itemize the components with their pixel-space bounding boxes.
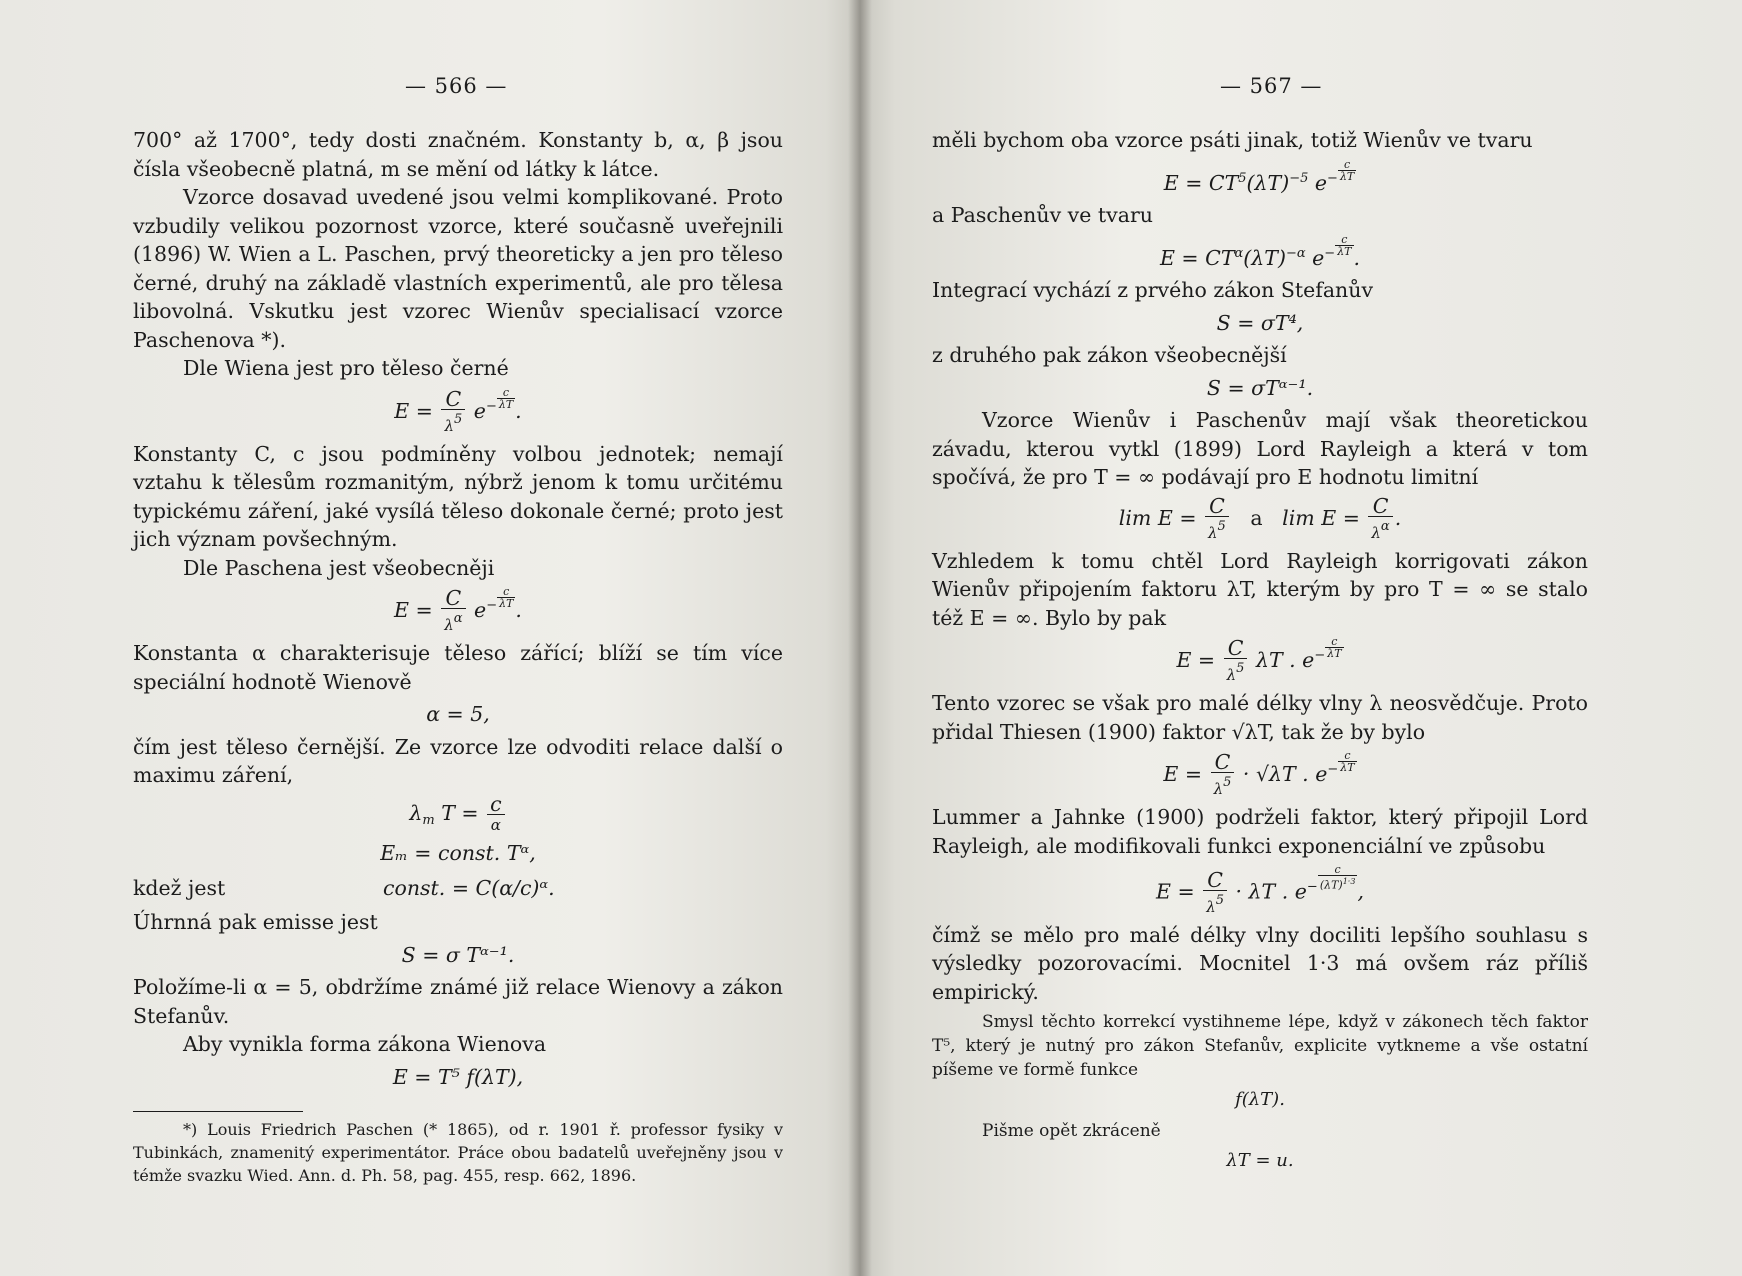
paragraph: Položíme-li α = 5, obdržíme známé již relace Wienovy a zákon Stefanův. (133, 975, 783, 1028)
paragraph: Vzorce dosavad uvedené jsou velmi komplikované. Proto vzbudily velikou pozornost vzorce, které současně uveřejnili (1896) W. Wien a L. Paschen, prvý theoreticky a jen pro těleso černé, druhý na základě vlastních experimentů, ale pro tělesa libovolná. Vskutku jest vzorec Wienův specialisací vzorce Paschenova *). (133, 185, 783, 352)
paragraph: 700° až 1700°, tedy dosti značném. Konstanty b, α, β jsou čísla všeobecně platná, m se mění od látky k látce. (133, 128, 783, 181)
equation-paschen: E = $\frac{C}{\lambda\alpha}$ e− $\frac{c}{\lambda T}$ . (394, 585, 522, 634)
paragraph: měli bychom oba vzorce psáti jinak, totiž Wienův ve tvaru (932, 128, 1533, 152)
equation-paschen-form: $E = CT^\alpha(\lambda T)^{-\alpha}$ e− $\frac{c}{\lambda T}$ . (1159, 232, 1361, 270)
right-page (860, 0, 1742, 1276)
page-number-left: — 566 — (405, 74, 508, 98)
paragraph: čím jest těleso černější. Ze vzorce lze odvoditi relace další o maximu záření, (133, 734, 783, 787)
equation-func: f(λT). (1235, 1089, 1285, 1111)
kdez-row (133, 874, 783, 903)
paragraph: Lummer a Jahnke (1900) podrželi faktor, který připojil Lord Rayleigh, ale modifikovali funkci exponenciální ve způsobu (932, 805, 1588, 858)
paragraph: Úhrnná pak emisse jest (133, 910, 378, 934)
equation-u: λT = u. (1226, 1149, 1294, 1171)
right-text-column (932, 126, 1588, 1179)
left-text-column (133, 126, 783, 1187)
left-page (0, 0, 860, 1276)
equation-thiesen: E = $\frac{C}{\lambda 5}$ · √λT . e− $\frac{c}{\lambda T}$ (1163, 749, 1355, 798)
label-kdez: kdež jest (133, 875, 226, 900)
paragraph: a Paschenův ve tvaru (932, 203, 1153, 227)
paragraph-small: Smysl těchto korrekcí vystihneme lépe, když v zákonech těch faktor T⁵, který je nutný pro zákon Stefanův, explicite vytkneme a vše ostatní píšeme ve formě funkce (932, 1012, 1588, 1081)
equation-s1: S = σT⁴, (1216, 310, 1304, 335)
equation-lummer: E = $\frac{C}{\lambda 5}$ · λT . e− $\frac{c}{(\lambda T)^{1\cdot 3}}$ , (1156, 863, 1364, 916)
equation-limits: lim E = $\frac{C}{\lambda 5}$ a lim E = $\frac{C}{\lambda\alpha}$ . (1118, 493, 1402, 542)
equation-em: Eₘ = const. Tᵅ, (380, 841, 536, 865)
paragraph: Tento vzorec se však pro malé délky vlny λ neosvědčuje. Proto přidal Thiesen (1900) faktor √λT, tak že by bylo (932, 691, 1588, 744)
paragraph: Aby vynikla forma zákona Wienova (183, 1032, 547, 1056)
paragraph: Integrací vychází z prvého zákon Stefanův (932, 278, 1374, 302)
footnote: *) Louis Friedrich Paschen (* 1865), od r. 1901 ř. professor fysiky v Tubinkách, znamenitý experimentátor. Práce obou badatelů uveřejněny jsou v témže svazku Wied. Ann. d. Ph. 58, pag. 455, resp. 662, 1896. (133, 1120, 783, 1185)
equation-s2: S = σTᵅ⁻¹. (1206, 375, 1314, 400)
paragraph: čímž se mělo pro malé délky vlny dociliti lepšího souhlasu s výsledky pozorovacími. Mocnitel 1·3 má ovšem ráz příliš empirický. (932, 922, 1588, 1004)
page-number-right: — 567 — (1220, 74, 1323, 98)
paragraph: Konstanty C, c jsou podmíněny volbou jednotek; nemají vztahu k tělesům rozmanitým, nýbrž jenom k tomu určitému typickému záření, jaké vysílá těleso dokonale černé; proto jest jich význam povšechným. (133, 441, 783, 551)
paragraph: Dle Paschena jest všeobecněji (183, 555, 495, 580)
paragraph: Vzhledem k tomu chtěl Lord Rayleigh korrigovati zákon Wienův připojením faktoru λT, kterým by pro T = ∞ se stalo též E = ∞. Bylo by pak (932, 548, 1588, 630)
paragraph: Dle Wiena jest pro těleso černé (183, 356, 509, 380)
equation-f: E = T⁵ f(λT), (392, 1064, 524, 1089)
equation-alpha: α = 5, (426, 702, 490, 726)
paragraph: Konstanta α charakterisuje těleso zářící; blíží se tím více speciální hodnotě Wienově (133, 641, 783, 694)
paragraph: Vzorce Wienův i Paschenův mají však theoretickou závadu, kterou vytkl (1899) Lord Rayleigh a která v tom spočívá, že pro T = ∞ podávají pro E hodnotu limitní (932, 408, 1588, 489)
equation-const: const. = C(α/c)ᵅ. (383, 875, 555, 900)
equation-lambda-max: $\lambda_m$ T = $\frac{c}{\alpha}$ (133, 794, 783, 836)
equation-wien: E = $\frac{C}{\lambda 5}$ e− $\frac{c}{\lambda T}$ . (394, 385, 522, 435)
equation-rayleigh: E = $\frac{C}{\lambda 5}$ λT . e− $\frac{c}{\lambda T}$ (1176, 635, 1342, 684)
paragraph-small: Pišme opět zkráceně (982, 1120, 1161, 1141)
equation-wien-form: $E = CT^5(\lambda T)^{-5}$ e− $\frac{c}{\lambda T}$ (1163, 157, 1355, 195)
paragraph: z druhého pak zákon všeobecnější (932, 343, 1287, 367)
equation-s: S = σ Tᵅ⁻¹. (401, 942, 515, 967)
footnote-rule (133, 1111, 303, 1112)
